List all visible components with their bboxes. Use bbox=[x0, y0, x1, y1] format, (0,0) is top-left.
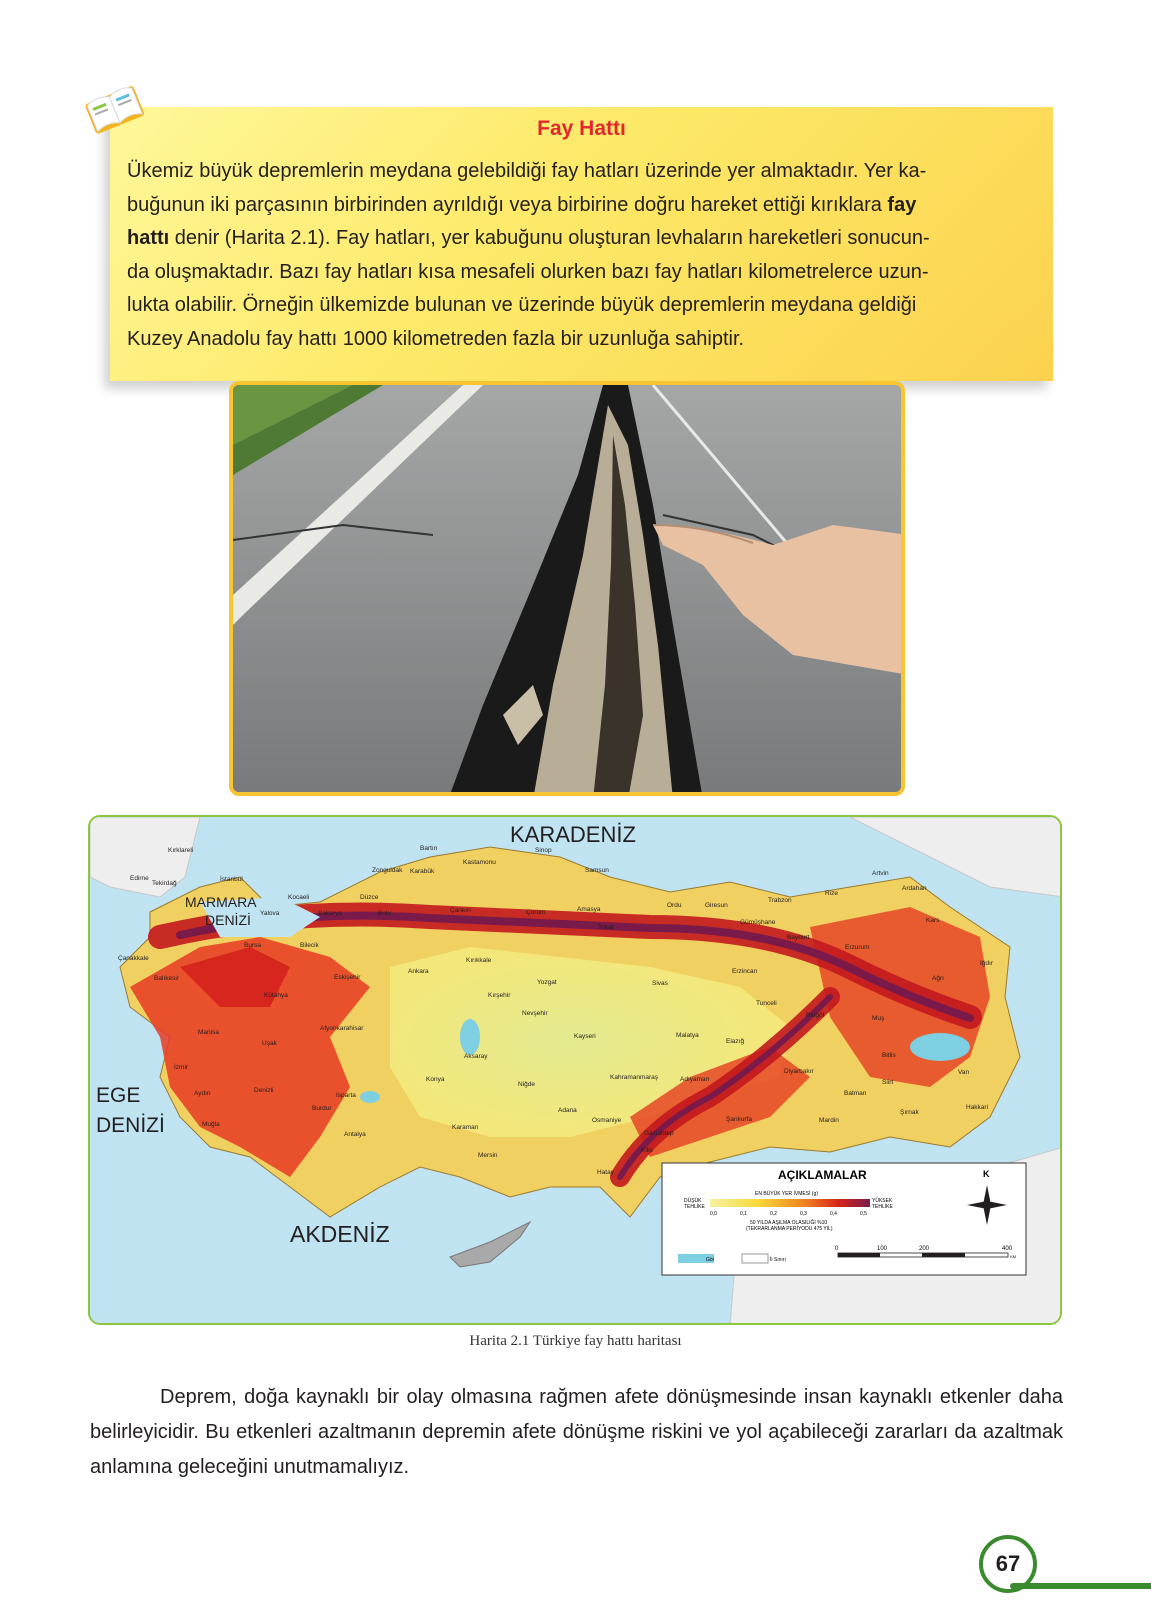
city-label: Siirt bbox=[882, 1079, 894, 1086]
city-label: Ankara bbox=[408, 968, 429, 975]
city-label: Karaman bbox=[452, 1124, 479, 1131]
city-label: Sivas bbox=[652, 980, 668, 987]
km-unit: KM bbox=[1010, 1254, 1016, 1259]
city-label: Artvin bbox=[872, 870, 889, 877]
city-label: Erzurum bbox=[845, 944, 870, 951]
label-marmara-2: DENİZİ bbox=[205, 912, 251, 928]
city-label: Bartın bbox=[420, 845, 438, 852]
city-label: Hakkari bbox=[966, 1104, 989, 1111]
legend-tick-label: 0,5 bbox=[860, 1211, 867, 1217]
city-label: Batman bbox=[844, 1090, 867, 1097]
city-label: Mardin bbox=[819, 1117, 839, 1124]
legend-tick-label: 0,0 bbox=[710, 1211, 717, 1217]
page-footer-bar bbox=[1010, 1583, 1151, 1589]
city-label: Kırklareli bbox=[168, 847, 194, 854]
fault-map-graphic bbox=[90, 817, 1062, 1325]
city-label: Ağrı bbox=[932, 975, 944, 982]
city-label: Iğdır bbox=[980, 960, 994, 967]
legend-high-2: TEHLİKE bbox=[872, 1204, 893, 1210]
city-label: Kütahya bbox=[264, 992, 288, 999]
info-line-2: buğunun iki parçasının birbirinden ayrıldığı veya birbirine doğru hareket ettiği kırıklara bbox=[127, 193, 888, 216]
turkey-fault-map bbox=[88, 815, 1062, 1325]
city-label: Afyonkarahisar bbox=[320, 1025, 364, 1032]
city-label: Burdur bbox=[312, 1105, 332, 1112]
city-label: Malatya bbox=[676, 1032, 699, 1039]
legend-tick-label: 0,4 bbox=[830, 1211, 837, 1217]
city-label: Yalova bbox=[260, 910, 280, 917]
city-label: Aksaray bbox=[464, 1053, 488, 1060]
city-label: Antalya bbox=[344, 1131, 366, 1138]
city-label: Bitlis bbox=[882, 1052, 896, 1059]
label-ege-2: DENİZİ bbox=[96, 1114, 165, 1137]
city-label: Diyarbakır bbox=[784, 1068, 814, 1075]
city-label: Elazığ bbox=[726, 1038, 745, 1045]
label-marmara-1: MARMARA bbox=[185, 894, 257, 910]
hazard-color-scale bbox=[710, 1199, 870, 1207]
legend-tick-label: 0,2 bbox=[770, 1211, 777, 1217]
city-label: Konya bbox=[426, 1076, 445, 1083]
label-akdeniz: AKDENİZ bbox=[290, 1221, 390, 1247]
city-label: Osmaniye bbox=[592, 1117, 622, 1124]
legend-border-swatch bbox=[742, 1254, 768, 1263]
city-label: Gümüşhane bbox=[740, 919, 776, 926]
label-ege-1: EGE bbox=[96, 1084, 141, 1107]
city-label: Ordu bbox=[667, 902, 682, 909]
info-box-text bbox=[127, 155, 1039, 356]
city-label: İstanbul bbox=[220, 876, 243, 883]
city-label: Kahramanmaraş bbox=[610, 1074, 659, 1081]
legend-north: K bbox=[983, 1169, 990, 1179]
city-label: Aydın bbox=[194, 1090, 211, 1097]
legend-border: İl Sınırı bbox=[770, 1257, 786, 1263]
city-label: Manisa bbox=[198, 1029, 219, 1036]
label-karadeniz: KARADENİZ bbox=[510, 822, 636, 847]
info-line-6: Kuzey Anadolu fay hattı 1000 kilometreden fazla bir uzunluğa sahiptir. bbox=[127, 327, 745, 350]
legend-tick-label: 0,3 bbox=[800, 1211, 807, 1217]
city-label: Balıkesir bbox=[154, 975, 179, 982]
info-line-3: denir (Harita 2.1). Fay hatları, yer kabuğunu oluşturan levhaların hareketleri sonucun- bbox=[169, 227, 930, 249]
city-label: Çanakkale bbox=[118, 955, 149, 962]
city-label: Giresun bbox=[705, 902, 728, 909]
city-label: Niğde bbox=[518, 1081, 535, 1088]
legend-tick-label: 0,1 bbox=[740, 1211, 747, 1217]
city-label: Muş bbox=[872, 1015, 885, 1022]
city-label: Karabük bbox=[410, 868, 435, 875]
city-label: Uşak bbox=[262, 1040, 277, 1047]
city-label: Şanlıurfa bbox=[726, 1116, 753, 1123]
city-label: Bingöl bbox=[806, 1012, 825, 1019]
info-line-5: lukta olabilir. Örneğin ülkemizde bulunan ve üzerinde büyük depremlerin meydana geldiği bbox=[127, 294, 917, 316]
city-label: Bolu bbox=[378, 910, 392, 917]
city-label: İzmir bbox=[174, 1064, 189, 1071]
city-label: Nevşehir bbox=[522, 1010, 548, 1017]
book-icon bbox=[82, 78, 146, 138]
term-fay: fay bbox=[887, 193, 917, 216]
city-label: Kırşehir bbox=[488, 992, 511, 999]
city-label: Erzincan bbox=[732, 968, 758, 975]
city-label: Mersin bbox=[478, 1152, 498, 1159]
city-label: Bilecik bbox=[300, 942, 319, 949]
info-box-title: Fay Hattı bbox=[537, 117, 626, 140]
km-tick-label: 400 bbox=[1002, 1246, 1013, 1252]
body-paragraph bbox=[90, 1380, 1063, 1485]
city-label: Zonguldak bbox=[372, 867, 403, 874]
city-label: Kilis bbox=[641, 1147, 653, 1154]
city-label: Muğla bbox=[202, 1121, 220, 1128]
city-label: Gaziantep bbox=[644, 1130, 674, 1137]
city-label: Düzce bbox=[360, 894, 379, 901]
info-line-4: da oluşmaktadır. Bazı fay hatları kısa mesafeli olurken bazı fay hatları kilometrelerce uzun- bbox=[127, 260, 929, 283]
info-line-1: Ükemiz büyük depremlerin meydana gelebildiği fay hatları üzerinde yer almaktadır. Yer ka- bbox=[127, 160, 927, 182]
city-label: Eskişehir bbox=[334, 974, 361, 981]
city-label: Edirne bbox=[130, 875, 149, 882]
page-number: 67 bbox=[979, 1535, 1037, 1593]
city-label: Tekirdağ bbox=[152, 880, 177, 887]
city-label: Sinop bbox=[535, 847, 552, 854]
city-label: Adana bbox=[558, 1107, 577, 1114]
city-label: Trabzon bbox=[768, 897, 792, 904]
city-label: Denizli bbox=[254, 1087, 274, 1094]
city-label: Amasya bbox=[577, 906, 601, 913]
city-label: Sakarya bbox=[318, 910, 342, 917]
city-label: Bursa bbox=[244, 942, 261, 949]
city-label: Çorum bbox=[526, 909, 546, 916]
legend-low-1: DÜŞÜK bbox=[684, 1198, 702, 1204]
city-label: Isparta bbox=[336, 1092, 356, 1099]
city-label: Samsun bbox=[585, 867, 609, 874]
city-label: Yozgat bbox=[537, 979, 557, 986]
fault-line-info-box bbox=[110, 107, 1053, 381]
city-label: Bayburt bbox=[787, 934, 810, 941]
city-label: Van bbox=[958, 1069, 970, 1076]
term-hatti: hattı bbox=[127, 227, 170, 249]
fault-crack-photo bbox=[229, 381, 905, 796]
km-scale-bar bbox=[838, 1253, 1008, 1257]
city-label: Kars bbox=[926, 917, 940, 924]
legend-title: AÇIKLAMALAR bbox=[778, 1168, 867, 1182]
city-label: Adıyaman bbox=[680, 1076, 710, 1083]
legend-prob-2: (TEKRARLANMA PERİYODU 475 YIL) bbox=[746, 1226, 833, 1232]
legend-low-2: TEHLİKE bbox=[684, 1204, 705, 1210]
city-label: Tunceli bbox=[756, 1000, 777, 1007]
city-label: Kırıkkale bbox=[466, 957, 492, 964]
road-crack-illustration bbox=[233, 385, 905, 796]
city-label: Hatay bbox=[597, 1169, 614, 1176]
map-caption: Harita 2.1 Türkiye fay hattı haritası bbox=[469, 1333, 682, 1349]
map-legend bbox=[662, 1163, 1026, 1275]
legend-lake: Göl bbox=[706, 1257, 714, 1263]
city-label: Kayseri bbox=[574, 1033, 596, 1040]
km-tick-label: 100 bbox=[877, 1246, 888, 1252]
km-tick-label: 0 bbox=[835, 1246, 839, 1252]
city-label: Çankırı bbox=[450, 907, 471, 914]
legend-scale-title: EN BÜYÜK YER İVMESİ (g) bbox=[755, 1191, 818, 1197]
legend-prob-1: 50 YILDA AŞILMA OLASILIĞI %10 bbox=[750, 1220, 828, 1226]
legend-high-1: YÜKSEK bbox=[872, 1198, 893, 1204]
km-tick-label: 200 bbox=[919, 1246, 930, 1252]
city-label: Tokat bbox=[598, 924, 614, 931]
city-label: Rize bbox=[825, 890, 839, 897]
body-text: Deprem, doğa kaynaklı bir olay olmasına rağmen afete dönüşmesinde insan kaynaklı etkenler daha belirleyicidir. Bu etkenleri azaltmanın depremin afete dönüşme riskini ve yol açabileceği zararları da azaltmak anlamına geleceğini unutmamalıyız. bbox=[90, 1386, 1063, 1478]
city-label: Kastamonu bbox=[463, 859, 496, 866]
city-label: Şırnak bbox=[900, 1109, 919, 1116]
city-label: Ardahan bbox=[902, 885, 927, 892]
city-label: Kocaeli bbox=[288, 894, 310, 901]
